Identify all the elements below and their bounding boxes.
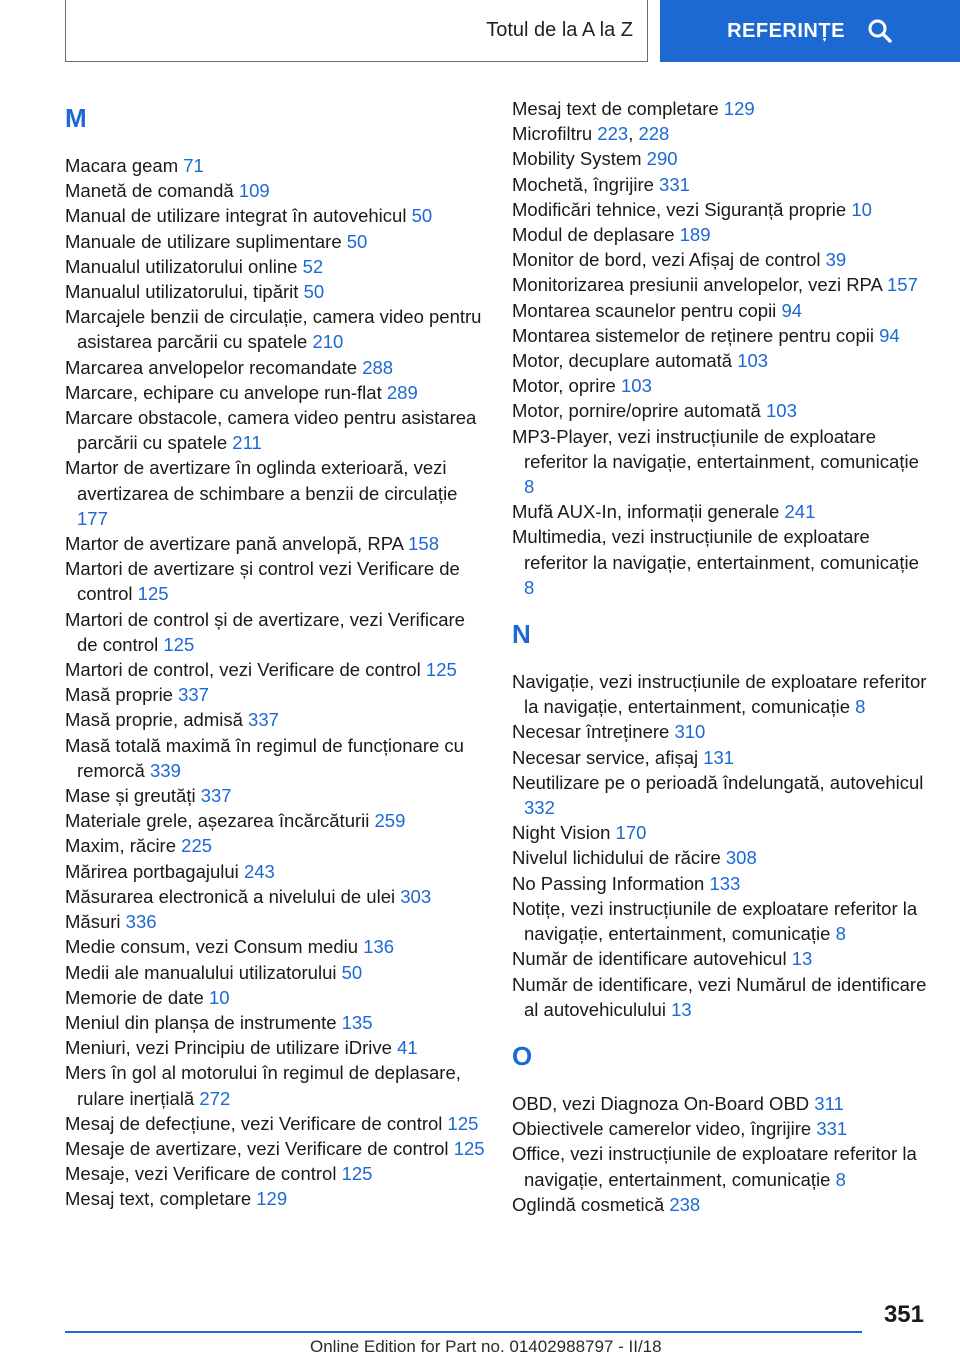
- page-number: 351: [883, 1301, 924, 1328]
- index-entry-text: Martori de control și de avertizare, vezi Verificare de control: [65, 608, 465, 655]
- index-entry: [512, 1141, 932, 1191]
- page-link[interactable]: 210: [312, 331, 344, 353]
- section-letter: M: [65, 103, 87, 133]
- page-link[interactable]: 103: [766, 400, 797, 422]
- page-link[interactable]: 94: [781, 299, 803, 321]
- index-entry-text: Necesar întreținere: [512, 721, 670, 743]
- index-entry: [512, 745, 932, 770]
- index-entry: [65, 783, 485, 808]
- index-entry-text: Marcare obstacole, camera video pentru asistarea parcării cu spatele: [65, 407, 477, 454]
- index-entry: [512, 1192, 932, 1217]
- index-entry-text: Necesar service, afișaj: [512, 746, 699, 768]
- index-entry-text: Martori de control, vezi Verificare de control: [65, 659, 421, 681]
- index-entry-text: Motor, pornire/oprire automată: [512, 400, 761, 422]
- page-link[interactable]: 129: [256, 1188, 288, 1210]
- page-link[interactable]: 8: [524, 476, 535, 498]
- index-entry: [512, 298, 932, 323]
- index-entry-text: Motor, oprire: [512, 375, 616, 397]
- index-entry-text: Marcajele benzii de circulație, camera video pentru asistarea parcării cu spatele: [65, 306, 482, 353]
- index-entry: [65, 380, 485, 405]
- reference-tab-label: REFERINȚE: [727, 19, 845, 42]
- page-link[interactable]: 225: [181, 835, 213, 857]
- page-link[interactable]: 8: [524, 576, 535, 598]
- index-entry-text: Manualul utilizatorului, tipărit: [65, 281, 299, 303]
- index-entry-text: Mărirea portbagajului: [65, 860, 239, 882]
- page-link[interactable]: 136: [363, 936, 395, 958]
- page-link[interactable]: 125: [163, 633, 195, 655]
- page-link[interactable]: 241: [784, 501, 816, 523]
- index-entry-text: Măsuri: [65, 911, 121, 933]
- index-entry: [65, 1186, 485, 1211]
- index-entry: [65, 153, 485, 178]
- index-entry: [512, 323, 932, 348]
- index-entry-text: Manual de utilizare integrat în autovehicul: [65, 205, 407, 227]
- page-link[interactable]: 288: [362, 356, 394, 378]
- page-link[interactable]: 13: [791, 948, 813, 970]
- page-link[interactable]: 228: [638, 123, 670, 145]
- index-entry-text: Mesaje de avertizare, vezi Verificare de control: [65, 1137, 449, 1159]
- footer-divider: [65, 1331, 862, 1333]
- page-link[interactable]: 211: [232, 432, 262, 454]
- index-entry: [65, 1111, 485, 1136]
- section-tab[interactable]: [65, 0, 648, 62]
- page-link[interactable]: 8: [855, 696, 866, 718]
- page-link[interactable]: 272: [199, 1087, 231, 1109]
- section-letter: N: [512, 619, 531, 650]
- index-entry: [512, 871, 932, 896]
- index-entry: [65, 707, 485, 732]
- index-entry: [65, 833, 485, 858]
- index-entry: [512, 669, 932, 719]
- index-entry-text: Martor de avertizare în oglinda exterioară, vezi avertizarea de schimbare a benzii de circulație: [65, 457, 458, 504]
- page-link[interactable]: 133: [709, 872, 741, 894]
- index-entry: [512, 272, 932, 297]
- index-entry-text: Monitor de bord, vezi Afișaj de control: [512, 249, 821, 271]
- index-entry: [512, 247, 932, 272]
- page-link[interactable]: 125: [447, 1112, 479, 1134]
- index-entry: [65, 304, 485, 354]
- index-entry-text: Neutilizare pe o perioadă îndelungată, autovehicul: [512, 771, 924, 793]
- page-link[interactable]: 331: [816, 1118, 848, 1140]
- index-entry-text: Nivelul lichidului de răcire: [512, 847, 721, 869]
- page-link[interactable]: 103: [621, 375, 652, 397]
- index-entry-text: Macara geam: [65, 155, 179, 176]
- page-link[interactable]: 131: [703, 746, 735, 768]
- index-entry: [65, 254, 485, 279]
- page-link[interactable]: 158: [408, 533, 440, 555]
- index-entry-text: Multimedia, vezi instrucțiunile de exploatare referitor la navigație, entertainment, comunicație: [512, 526, 919, 573]
- index-entry-text: Martori de avertizare și control vezi Verificare de control: [65, 558, 460, 605]
- page-link[interactable]: 290: [646, 148, 678, 170]
- index-entry: [65, 808, 485, 833]
- page-link[interactable]: 331: [659, 173, 690, 195]
- index-entry: [512, 1116, 932, 1141]
- page-link[interactable]: 125: [137, 583, 169, 605]
- index-entry: [512, 146, 932, 171]
- index-entry: [65, 279, 485, 304]
- index-entry: [512, 398, 932, 423]
- index-entry-text: Meniuri, vezi Principiu de utilizare iDrive: [65, 1037, 392, 1059]
- index-entry: [512, 373, 932, 398]
- page-link[interactable]: 259: [374, 810, 406, 832]
- index-entry: [65, 1010, 485, 1035]
- index-entry: [65, 531, 485, 556]
- index-column-left: [65, 96, 485, 1212]
- page-link[interactable]: 10: [851, 198, 872, 220]
- reference-tab[interactable]: [660, 0, 960, 62]
- page-link[interactable]: 71: [183, 155, 204, 176]
- index-entry: [65, 1060, 485, 1110]
- index-entry: [512, 348, 932, 373]
- index-entry-text: Materiale grele, așezarea încărcăturii: [65, 810, 370, 832]
- index-entry: [65, 733, 485, 783]
- index-entry: [65, 657, 485, 682]
- page-link[interactable]: 13: [671, 998, 692, 1020]
- page-link[interactable]: 303: [400, 885, 432, 907]
- page-link[interactable]: 336: [125, 911, 157, 933]
- index-entry-text: Montarea sistemelor de reținere pentru copii: [512, 324, 874, 346]
- section-tab-label: Totul de la A la Z: [486, 19, 633, 41]
- index-entry: [65, 1035, 485, 1060]
- page-link[interactable]: 310: [674, 721, 706, 743]
- page-link[interactable]: 52: [302, 255, 324, 277]
- index-entry-text: Notițe, vezi instrucțiunile de exploatare referitor la navigație, entertainment, comunicație: [512, 897, 918, 945]
- page-link[interactable]: 189: [679, 224, 711, 246]
- index-entry-text: Meniul din planșa de instrumente: [65, 1011, 337, 1033]
- index-entry-text: Masă totală maximă în regimul de funcționare cu remorcă: [65, 734, 464, 781]
- index-entry-text: Obiectivele camerelor video, îngrijire: [512, 1118, 812, 1140]
- index-entry: [65, 859, 485, 884]
- page-link[interactable]: 125: [341, 1163, 373, 1185]
- index-entry-text: Mesaj text, completare: [65, 1188, 252, 1210]
- page-link[interactable]: 10: [208, 986, 230, 1008]
- index-entry: [512, 1091, 932, 1116]
- page-link[interactable]: 332: [524, 797, 555, 819]
- index-entry-text: Masă proprie, admisă: [65, 709, 243, 731]
- page-link[interactable]: 39: [825, 249, 847, 271]
- page-link[interactable]: 50: [303, 281, 325, 303]
- index-entry-text: Mesaj text de completare: [512, 98, 719, 119]
- index-entry-text: Montarea scaunelor pentru copii: [512, 299, 777, 321]
- index-entry-text: Manuale de utilizare suplimentare: [65, 230, 342, 252]
- page-link[interactable]: 289: [386, 381, 418, 403]
- page-link[interactable]: 308: [725, 847, 757, 869]
- index-entry-text: Mase și greutăți: [65, 785, 196, 807]
- page-link[interactable]: 109: [238, 180, 270, 202]
- header-bar: [0, 0, 960, 66]
- page-link[interactable]: 135: [341, 1011, 373, 1033]
- index-entry: [65, 1136, 485, 1161]
- page-link[interactable]: 337: [248, 709, 279, 731]
- page-link[interactable]: 157: [887, 274, 918, 296]
- index-entry-text: Număr de identificare, vezi Numărul de identificare al autovehiculului: [512, 973, 927, 1020]
- index-entry: [512, 896, 932, 946]
- index-entry: [65, 178, 485, 203]
- index-entry: [512, 946, 932, 971]
- page-link[interactable]: 337: [200, 785, 232, 807]
- index-entry: [512, 499, 932, 524]
- index-entry-text: Maxim, răcire: [65, 835, 177, 857]
- index-entry-text: Mochetă, îngrijire: [512, 173, 654, 195]
- index-entry-text: Medie consum, vezi Consum mediu: [65, 936, 359, 958]
- index-entry: [512, 222, 932, 247]
- index-entry-text: MP3-Player, vezi instrucțiunile de exploatare referitor la navigație, entertainment, comunicație: [512, 425, 919, 472]
- index-entry: [512, 96, 932, 121]
- index-entry-text: Navigație, vezi instrucțiunile de exploatare referitor la navigație, entertainment, comunicație: [512, 671, 927, 718]
- index-entry-text: Mesaje, vezi Verificare de control: [65, 1163, 337, 1185]
- index-entry: [65, 884, 485, 909]
- page-link[interactable]: 311: [814, 1092, 844, 1114]
- index-entry: [65, 355, 485, 380]
- index-entry: [512, 770, 932, 820]
- index-entry: [65, 934, 485, 959]
- page-link[interactable]: 50: [341, 961, 363, 983]
- index-entry: [512, 524, 932, 600]
- index-entry-text: Număr de identificare autovehicul: [512, 948, 787, 970]
- index-entry-text: OBD, vezi Diagnoza On-Board OBD: [512, 1092, 810, 1114]
- index-entry-text: Mobility System: [512, 148, 642, 170]
- index-entry-text: Medii ale manualului utilizatorului: [65, 961, 337, 983]
- page-link[interactable]: 223: [597, 123, 629, 145]
- index-entry: [65, 960, 485, 985]
- index-entry-text: Office, vezi instrucțiunile de exploatare referitor la navigație, entertainment, comunicație: [512, 1143, 917, 1190]
- index-entry: [512, 172, 932, 197]
- page-link[interactable]: 103: [737, 350, 769, 372]
- page-link[interactable]: 170: [615, 822, 647, 844]
- index-entry-text: Martor de avertizare pană anvelopă, RPA: [65, 533, 403, 555]
- section-letter: O: [512, 1040, 533, 1071]
- page-link[interactable]: 129: [723, 98, 755, 119]
- index-entry: [65, 607, 485, 657]
- index-entry: [65, 229, 485, 254]
- index-entry: [65, 405, 485, 455]
- footer-edition: Online Edition for Part no. 01402988797 - II/18: [310, 1337, 662, 1356]
- search-icon[interactable]: [867, 18, 893, 44]
- page-link[interactable]: 50: [411, 205, 433, 227]
- index-entry-text: Mers în gol al motorului în regimul de deplasare, rulare inerțială: [65, 1062, 461, 1109]
- index-entry-text: Oglindă cosmetică: [512, 1193, 665, 1215]
- index-entry-text: Mesaj de defecțiune, vezi Verificare de control: [65, 1112, 443, 1134]
- index-entry: Microfiltru 223, 228: [512, 123, 670, 145]
- index-entry: [512, 820, 932, 845]
- index-entry-text: No Passing Information: [512, 872, 705, 894]
- index-entry: [65, 556, 485, 606]
- page-link[interactable]: 339: [150, 759, 181, 781]
- page-link[interactable]: 177: [77, 507, 108, 529]
- index-entry-text: Manetă de comandă: [65, 180, 234, 202]
- index-entry: [65, 1161, 485, 1186]
- index-entry: [65, 203, 485, 228]
- index-entry: [512, 424, 932, 500]
- page-link[interactable]: 125: [425, 659, 457, 681]
- page-link[interactable]: 243: [243, 860, 275, 882]
- index-entry-text: Monitorizarea presiunii anvelopelor, vezi RPA: [512, 274, 882, 296]
- index-entry-text: Motor, decuplare automată: [512, 350, 733, 372]
- index-entry-text: Mufă AUX-In, informații generale: [512, 501, 780, 523]
- index-column-right: [512, 96, 932, 1217]
- index-entry: [512, 845, 932, 870]
- page-link[interactable]: 125: [453, 1137, 485, 1159]
- index-entry-text: Modul de deplasare: [512, 224, 675, 246]
- index-entry-text: Masă proprie: [65, 684, 173, 706]
- page-link[interactable]: 50: [346, 230, 368, 252]
- index-entry: [512, 197, 932, 222]
- index-entry-text: Manualul utilizatorului online: [65, 255, 298, 277]
- page-link[interactable]: 41: [397, 1037, 418, 1059]
- page-link[interactable]: 94: [879, 324, 900, 346]
- index-entry-text: Memorie de date: [65, 986, 204, 1008]
- index-entry: [65, 985, 485, 1010]
- index-entry-text: Night Vision: [512, 822, 611, 844]
- page-link[interactable]: 238: [669, 1193, 701, 1215]
- index-entry-text: Marcare, echipare cu anvelope run-flat: [65, 381, 382, 403]
- index-entry: [65, 909, 485, 934]
- page-link[interactable]: 8: [835, 923, 846, 945]
- index-entry-text: Marcarea anvelopelor recomandate: [65, 356, 358, 378]
- index-entry: [512, 719, 932, 744]
- index-entry: [65, 682, 485, 707]
- index-entry-text: Măsurarea electronică a nivelului de ulei: [65, 885, 396, 907]
- index-entry-text: Microfiltru: [512, 123, 593, 145]
- page-link[interactable]: 337: [178, 684, 209, 706]
- index-entry: [512, 972, 932, 1022]
- page-link[interactable]: 8: [835, 1168, 846, 1190]
- index-entry-text: Modificări tehnice, vezi Siguranță proprie: [512, 198, 847, 220]
- index-entry: [65, 455, 485, 531]
